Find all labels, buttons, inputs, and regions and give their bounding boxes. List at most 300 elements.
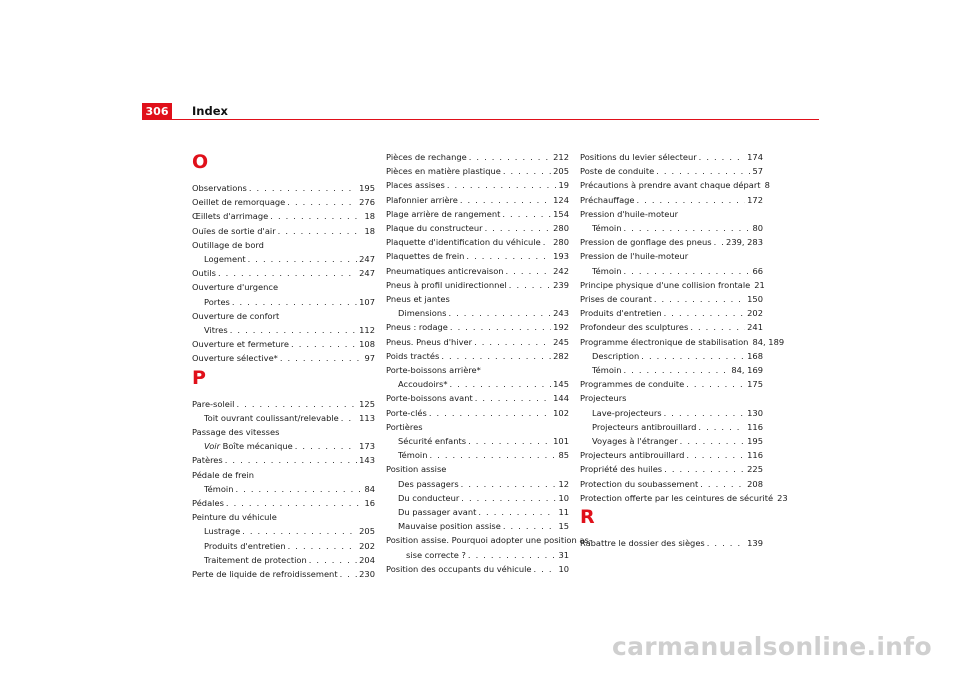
index-entry-heading: Outillage de bord	[192, 239, 264, 250]
entry-label: Accoudoirs*	[398, 379, 448, 390]
index-entry	[192, 482, 375, 496]
entry-page-number: 84	[364, 483, 375, 494]
index-entry	[192, 439, 375, 453]
entry-label: Témoin	[592, 265, 622, 276]
entry-label-group	[580, 178, 761, 192]
index-entry	[580, 306, 763, 320]
entry-label: Ouverture et fermeture	[192, 339, 290, 350]
dot-leader	[226, 496, 363, 510]
dot-leader	[291, 337, 357, 351]
entry-page-number: 230	[359, 569, 375, 580]
entry-label-group	[386, 562, 532, 576]
entry-page-number: 202	[747, 308, 763, 319]
entry-page-number: 144	[553, 393, 569, 404]
dot-leader	[249, 181, 357, 195]
dot-leader	[235, 482, 362, 496]
entry-label: Ouverture sélective*	[192, 353, 278, 364]
entry-label-group	[398, 477, 459, 491]
entry-label-group	[192, 453, 223, 467]
dot-leader	[236, 397, 357, 411]
index-entry-heading: Pression d'huile-moteur	[580, 208, 679, 219]
entry-label-group	[192, 181, 247, 195]
index-entry	[580, 536, 763, 550]
entry-label-group	[580, 150, 697, 164]
entry-label-group	[386, 221, 483, 235]
entry-page-number: 225	[747, 464, 763, 475]
dot-leader	[714, 235, 724, 249]
index-entry	[580, 221, 763, 235]
entry-label: Pneumatiques anticrevaison	[386, 265, 504, 276]
entry-label-group	[580, 164, 654, 178]
entry-label: Sécurité enfants	[398, 436, 467, 447]
dot-leader	[664, 306, 746, 320]
entry-label-group	[204, 539, 286, 553]
dot-leader	[468, 548, 557, 562]
index-entry-heading: Passage des vitesses	[192, 427, 280, 438]
entry-label: Poste de conduite	[580, 166, 655, 177]
entry-page-number: 107	[359, 296, 375, 307]
index-entry	[192, 337, 375, 351]
dot-leader	[218, 266, 357, 280]
entry-label-group	[398, 491, 459, 505]
index-entry	[386, 448, 569, 462]
entry-label: Témoin	[204, 483, 234, 494]
entry-label-group	[192, 209, 268, 223]
index-entry	[580, 264, 763, 278]
dot-leader	[503, 164, 551, 178]
entry-label-group	[580, 278, 750, 292]
entry-label: Porte-boissons avant	[386, 393, 473, 404]
dot-leader	[230, 323, 357, 337]
entry-label: Produits d'entretien	[204, 540, 286, 551]
entry-label-group	[192, 337, 289, 351]
entry-label-group	[592, 420, 696, 434]
entry-label-group	[192, 496, 224, 510]
entry-page-number: 80	[752, 223, 763, 234]
index-entry	[580, 150, 763, 164]
entry-label-group	[192, 351, 278, 365]
entry-label: Observations	[192, 183, 247, 193]
dot-leader	[278, 224, 363, 238]
index-entry-heading: Ouverture d'urgence	[192, 282, 279, 293]
entry-label: Pare-soleil	[192, 398, 235, 409]
index-entry	[386, 249, 569, 263]
entry-label: Perte de liquide de refroidissement	[192, 569, 338, 580]
dot-leader	[450, 320, 551, 334]
index-entry	[386, 164, 569, 178]
section-title: Index	[192, 104, 228, 118]
entry-label: Programmes de conduite	[580, 379, 685, 390]
entry-page-number: 193	[553, 251, 569, 262]
entry-label-group	[592, 264, 621, 278]
dot-leader	[690, 320, 745, 334]
dot-leader	[340, 567, 358, 581]
entry-page-number: 174	[747, 152, 763, 162]
entry-label: Voyages à l'étranger	[592, 436, 678, 447]
entry-page-number: 139	[747, 538, 763, 549]
entry-page-number: 247	[359, 268, 375, 279]
dot-leader	[641, 349, 745, 363]
index-entry	[386, 150, 569, 164]
entry-label-group	[386, 406, 427, 420]
entry-page-number: 84, 189	[752, 336, 785, 347]
entry-page-number: 239, 283	[726, 237, 763, 248]
entry-label: Principe physique d'une collision frontale	[580, 279, 751, 290]
entry-page-number: 195	[359, 183, 375, 193]
index-entry	[580, 491, 788, 505]
index-entry	[386, 377, 569, 391]
entry-label: Position des occupants du véhicule	[386, 563, 532, 574]
entry-label-group	[592, 349, 639, 363]
entry-label-group	[386, 320, 448, 334]
entry-page-number: 8	[764, 180, 770, 191]
entry-page-number: 245	[553, 336, 569, 347]
entry-label-group	[580, 448, 684, 462]
entry-label: Logement	[204, 254, 246, 265]
index-entry	[192, 209, 375, 223]
entry-label-group	[580, 320, 688, 334]
entry-page-number: 243	[553, 308, 569, 319]
index-entry	[386, 207, 569, 221]
dot-leader	[447, 178, 557, 192]
entry-label-group	[398, 505, 476, 519]
index-entry	[386, 349, 569, 363]
index-entry	[192, 295, 375, 309]
entry-page-number: 173	[359, 441, 375, 452]
entry-label-group	[386, 335, 472, 349]
entry-page-number: 85	[558, 450, 569, 461]
dot-leader	[468, 434, 551, 448]
dot-leader	[441, 349, 551, 363]
entry-label: Produits d'entretien	[580, 308, 662, 319]
dot-leader	[680, 434, 746, 448]
index-entry	[580, 292, 763, 306]
index-entry	[192, 553, 375, 567]
dot-leader	[461, 477, 557, 491]
index-entry	[192, 351, 375, 365]
entry-page-number: 241	[747, 322, 763, 333]
dot-leader	[506, 264, 552, 278]
dot-leader	[270, 209, 362, 223]
entry-label: Plafonnier arrière	[386, 194, 458, 205]
entry-page-number: 202	[359, 540, 375, 551]
entry-label: Outils	[192, 268, 216, 279]
entry-label-group	[580, 462, 662, 476]
entry-page-number: 150	[747, 294, 763, 305]
entry-page-number: 112	[359, 325, 375, 336]
entry-page-number: 16	[364, 498, 375, 509]
dot-leader	[654, 292, 745, 306]
entry-label: Témoin	[398, 450, 428, 461]
entry-label: Vitres	[204, 325, 228, 336]
index-entry	[580, 335, 785, 349]
entry-label: Des passagers	[398, 478, 459, 489]
dot-leader	[242, 524, 357, 538]
index-entry-heading: Position assise. Pourquoi adopter une position as-	[386, 535, 592, 546]
entry-page-number: 242	[553, 265, 569, 276]
entry-page-number: 19	[558, 180, 569, 191]
entry-page-number: 102	[553, 407, 569, 418]
index-column-3	[580, 150, 788, 550]
entry-page-number: 175	[747, 379, 763, 390]
entry-label: Pièces en matière plastique	[386, 166, 501, 177]
index-entry	[580, 377, 763, 391]
entry-page-number: 57	[752, 166, 763, 177]
dot-leader	[656, 164, 750, 178]
dot-leader	[248, 252, 358, 266]
entry-page-number: 66	[752, 265, 763, 276]
index-entry	[386, 221, 569, 235]
index-column-1	[192, 150, 375, 581]
entry-label-group	[204, 323, 228, 337]
index-entry	[580, 363, 763, 377]
entry-page-number: 113	[359, 412, 375, 423]
entry-label-group	[204, 553, 307, 567]
dot-leader	[475, 391, 551, 405]
entry-page-number: 116	[747, 450, 763, 461]
entry-page-number: 276	[359, 197, 375, 208]
entry-label: Lustrage	[204, 526, 241, 537]
entry-label: Pneus à profil unidirectionnel	[386, 279, 507, 290]
entry-label-group	[204, 482, 233, 496]
index-entry	[386, 335, 569, 349]
dot-leader	[450, 377, 552, 391]
index-entry	[386, 505, 569, 519]
entry-label-group	[580, 235, 712, 249]
index-entry-heading: Pression de l'huile-moteur	[580, 251, 689, 262]
entry-page-number: 11	[558, 507, 569, 518]
index-entry	[580, 462, 763, 476]
index-entry	[192, 567, 375, 581]
index-entry	[580, 349, 763, 363]
index-entry	[192, 524, 375, 538]
dot-leader	[534, 562, 557, 576]
entry-label-group	[580, 377, 684, 391]
entry-page-number: 21	[754, 279, 765, 290]
index-entry	[386, 477, 569, 491]
entry-page-number: 168	[747, 350, 763, 361]
entry-page-number: 116	[747, 421, 763, 432]
index-entry	[580, 406, 763, 420]
dot-leader	[637, 193, 746, 207]
dot-leader	[280, 351, 363, 365]
index-entry	[580, 178, 770, 192]
index-entry	[192, 224, 375, 238]
entry-label: Plage arrière de rangement	[386, 208, 501, 219]
dot-leader	[485, 221, 552, 235]
entry-label-group	[406, 548, 466, 562]
entry-label: Témoin	[592, 223, 622, 234]
index-entry	[386, 193, 569, 207]
entry-label-group	[204, 252, 246, 266]
entry-label-group	[592, 434, 678, 448]
entry-page-number: 125	[359, 398, 375, 409]
index-entry-heading: Portières	[386, 421, 423, 432]
entry-label-group	[192, 266, 216, 280]
index-entry-heading: Pédale de frein	[192, 469, 255, 480]
entry-page-number: 195	[747, 436, 763, 447]
entry-page-number: 205	[553, 166, 569, 177]
entry-label: Précautions à prendre avant chaque départ	[580, 180, 761, 191]
dot-leader	[225, 453, 357, 467]
dot-leader	[232, 295, 357, 309]
entry-page-number: 205	[359, 526, 375, 537]
entry-page-number: 239	[553, 279, 569, 290]
dot-leader	[698, 420, 745, 434]
dot-leader	[466, 249, 551, 263]
index-entry	[580, 420, 763, 434]
index-entry	[580, 320, 763, 334]
header-rule	[142, 119, 819, 120]
entry-label: Pneus : rodage	[386, 322, 448, 333]
dot-leader	[429, 406, 551, 420]
dot-leader	[448, 306, 551, 320]
dot-leader	[509, 278, 551, 292]
entry-label-group	[398, 519, 501, 533]
entry-label-group	[386, 391, 473, 405]
entry-label: Poids tractés	[386, 350, 440, 361]
entry-label: Portes	[204, 296, 230, 307]
entry-label-group	[386, 249, 464, 263]
entry-label: Témoin	[592, 365, 622, 376]
entry-label-group	[580, 306, 662, 320]
entry-page-number: 282	[553, 350, 569, 361]
page-number: 306	[142, 103, 172, 120]
watermark-text: carmanualsonline.info	[612, 632, 932, 661]
index-entry	[192, 266, 375, 280]
entry-label: Du conducteur	[398, 492, 460, 503]
entry-page-number: 204	[359, 554, 375, 565]
index-entry-heading: Position assise	[386, 464, 447, 475]
index-entry	[386, 235, 569, 249]
dot-leader	[429, 448, 556, 462]
dot-leader	[700, 477, 745, 491]
entry-label-group	[192, 195, 285, 209]
index-entry	[192, 252, 375, 266]
entry-label-group	[580, 477, 698, 491]
dot-leader	[287, 195, 357, 209]
entry-label-group	[204, 439, 293, 453]
entry-label: Du passager avant	[398, 507, 477, 518]
entry-page-number: 145	[553, 379, 569, 390]
entry-label-group	[580, 335, 748, 349]
entry-label-group	[192, 397, 234, 411]
entry-label: Propriété des huiles	[580, 464, 663, 475]
dot-leader	[543, 235, 551, 249]
dot-leader	[686, 448, 745, 462]
entry-page-number: 108	[359, 339, 375, 350]
entry-page-number: 130	[747, 407, 763, 418]
index-entry	[580, 164, 763, 178]
entry-label-group	[580, 491, 773, 505]
entry-page-number: 124	[553, 194, 569, 205]
index-letter-heading: O	[192, 151, 209, 173]
index-column-2	[386, 150, 592, 576]
entry-label-group	[398, 306, 446, 320]
index-entry	[386, 391, 569, 405]
entry-page-number: 208	[747, 478, 763, 489]
entry-label: Plaque du constructeur	[386, 223, 483, 234]
entry-page-number: 172	[747, 194, 763, 205]
entry-label-group	[204, 524, 240, 538]
dot-leader	[502, 207, 551, 221]
entry-label: Profondeur des sculptures	[580, 322, 689, 333]
index-entry	[192, 323, 375, 337]
index-entry	[580, 278, 763, 292]
entry-label: Œillets d'arrimage	[192, 211, 269, 222]
entry-label-group	[386, 235, 541, 249]
entry-page-number: 23	[777, 492, 788, 503]
index-entry	[386, 306, 569, 320]
entry-label: Patères	[192, 455, 223, 466]
entry-label: Places assises	[386, 180, 445, 191]
entry-page-number: 143	[359, 455, 375, 466]
entry-label: Lave-projecteurs	[592, 407, 662, 418]
index-entry	[192, 539, 375, 553]
entry-page-number: 280	[553, 237, 569, 248]
entry-label-group	[592, 363, 621, 377]
see-reference: Voir	[204, 441, 220, 452]
entry-page-number: 247	[359, 254, 375, 265]
entry-label-group	[398, 448, 427, 462]
entry-label: Porte-clés	[386, 407, 427, 418]
entry-label: Toit ouvrant coulissant/relevable	[204, 412, 339, 423]
entry-label-group	[386, 349, 439, 363]
index-entry	[386, 562, 569, 576]
entry-label: Traitement de protection	[204, 554, 307, 565]
index-letter-heading: P	[192, 366, 206, 389]
entry-label: Programme électronique de stabilisation	[580, 336, 749, 347]
dot-leader	[503, 519, 557, 533]
dot-leader	[341, 411, 357, 425]
dot-leader	[469, 150, 551, 164]
dot-leader	[461, 491, 556, 505]
index-entry	[386, 406, 569, 420]
dot-leader	[474, 335, 551, 349]
index-entry	[386, 491, 569, 505]
dot-leader	[478, 505, 556, 519]
index-entry	[386, 178, 569, 192]
entry-label-group	[192, 567, 338, 581]
entry-label-group	[386, 164, 501, 178]
index-entry-heading: Peinture du véhicule	[192, 512, 277, 523]
entry-label: Plaquettes de frein	[386, 251, 465, 262]
entry-page-number: 10	[558, 492, 569, 503]
entry-label-group	[398, 434, 466, 448]
dot-leader	[623, 221, 750, 235]
entry-label-group	[204, 411, 339, 425]
entry-label: Préchauffage	[580, 194, 635, 205]
entry-page-number: 280	[553, 223, 569, 234]
index-entry-heading: Pneus et jantes	[386, 294, 450, 305]
entry-label: Pression de gonflage des pneus	[580, 237, 712, 248]
entry-page-number: 31	[558, 549, 569, 560]
entry-label: Ouïes de sortie d'air	[192, 225, 276, 236]
dot-leader	[664, 406, 746, 420]
entry-page-number: 18	[364, 211, 375, 222]
entry-label-group	[592, 406, 662, 420]
entry-page-number: 84, 169	[731, 365, 763, 376]
entry-label: Protection du soubassement	[580, 478, 699, 489]
entry-page-number: 192	[553, 322, 569, 333]
index-entry	[192, 496, 375, 510]
index-entry	[580, 434, 763, 448]
index-letter-heading: R	[580, 506, 595, 529]
index-entry	[192, 181, 375, 195]
entry-label: Projecteurs antibrouillard	[592, 421, 697, 432]
dot-leader	[707, 536, 745, 550]
entry-label-group	[204, 295, 230, 309]
